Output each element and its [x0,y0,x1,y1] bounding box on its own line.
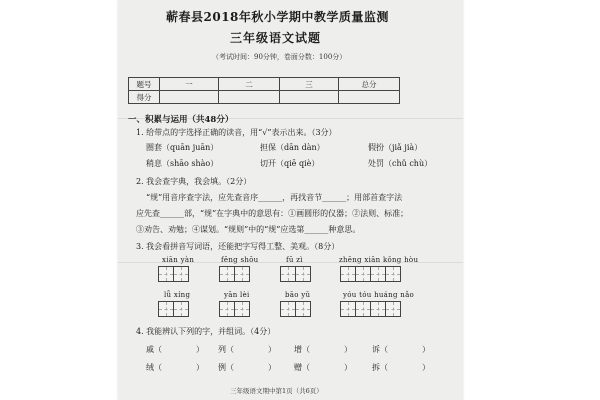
q1-item: 圈套（quān juān） [146,143,219,152]
q4-char: 戚（ [146,345,162,354]
q4-close: ） [196,345,204,354]
q4-close: ） [422,345,430,354]
exam-subtitle: 三年级语文试题 [230,31,322,45]
q4-close: ） [268,363,276,372]
q4-close: ） [344,345,352,354]
q4-char: 增（ [294,345,310,354]
writing-grid[interactable] [340,301,400,317]
q3-pinyin: fū zì [286,256,303,264]
q4-char: 拆（ [372,363,388,372]
writing-grid[interactable] [158,266,188,282]
q4-close: ） [196,363,204,372]
q3-pinyin: fēng shōu [221,256,259,264]
score-cell [280,91,339,104]
score-table-col-1: 一 [160,78,219,91]
section-1-title: 一、积累与运用（共48分） [128,115,234,125]
q3-pinyin: yóu tóu huáng nǎo [343,291,415,299]
q1-item: 切开（qiē qiè） [260,159,320,168]
score-table-col-total: 总分 [339,78,400,91]
q4-char: 列（ [218,345,234,354]
q4-char: 例（ [218,363,234,372]
q2-line: “规”用音序查字法，应先查音序______，再找音节______；用部首查字法 [146,193,403,202]
score-table-col-2: 二 [219,78,280,91]
q3-pinyin: xiān yàn [162,256,195,264]
q1-item: 稍息（shāo shào） [146,159,219,168]
writing-grid[interactable] [280,301,310,317]
q4-close: ） [422,363,430,372]
writing-grid[interactable] [340,266,400,282]
exam-title: 蕲春县2018年秋小学期中教学质量监测 [166,10,389,24]
writing-grid[interactable] [280,266,310,282]
q4-title: 4. 我能辨认下列的字，并组词。（4分） [136,327,276,336]
score-cell [339,91,400,104]
exam-info: （考试时间：90分钟，卷面分数：100分） [212,53,347,61]
q1-item: 担保（dān dàn） [260,143,325,152]
page-footer: 三年级语文期中第1页（共6页） [230,387,323,395]
score-cell [160,91,219,104]
writing-grid[interactable] [219,301,249,317]
score-table [128,77,400,104]
q3-pinyin: lǚ xíng [164,291,191,299]
writing-grid[interactable] [219,266,249,282]
q1-item: 假扮（jiǎ jià） [368,143,423,152]
q3-pinyin: bāo yǔ [285,291,311,299]
q1-title: 1. 给带点的字选择正确的读音，用“√”表示出来。（3分） [136,128,337,137]
q4-close: ） [268,345,276,354]
score-cell [219,91,280,104]
score-table-row-label: 得分 [129,91,160,104]
q4-char: 诉（ [372,345,388,354]
writing-grid[interactable] [158,301,188,317]
score-table-col-3: 三 [280,78,339,91]
q4-close: ） [344,363,352,372]
q2-line: ③劝告、劝勉；④谋划。“规则”中的“规”应选第______种意思。 [136,225,361,234]
q4-char: 绒（ [146,363,162,372]
q3-pinyin: zhēng xiān kǒng hòu [339,256,419,264]
q4-char: 赠（ [294,363,310,372]
q2-line: 应先查______部，“规”在字典中的意思有：①画圆形的仪器；②法则、标准； [136,209,409,218]
q1-item: 处罚（chǔ chù） [368,159,433,168]
q3-pinyin: yān lèi [224,291,250,299]
q2-title: 2. 我会查字典，我会填。（2分） [136,177,252,186]
q3-title: 3. 我会看拼音写词语，还能把字写得工整、美观。（8分） [136,242,340,251]
exam-paper [118,0,463,400]
score-table-row-label: 题号 [129,78,160,91]
